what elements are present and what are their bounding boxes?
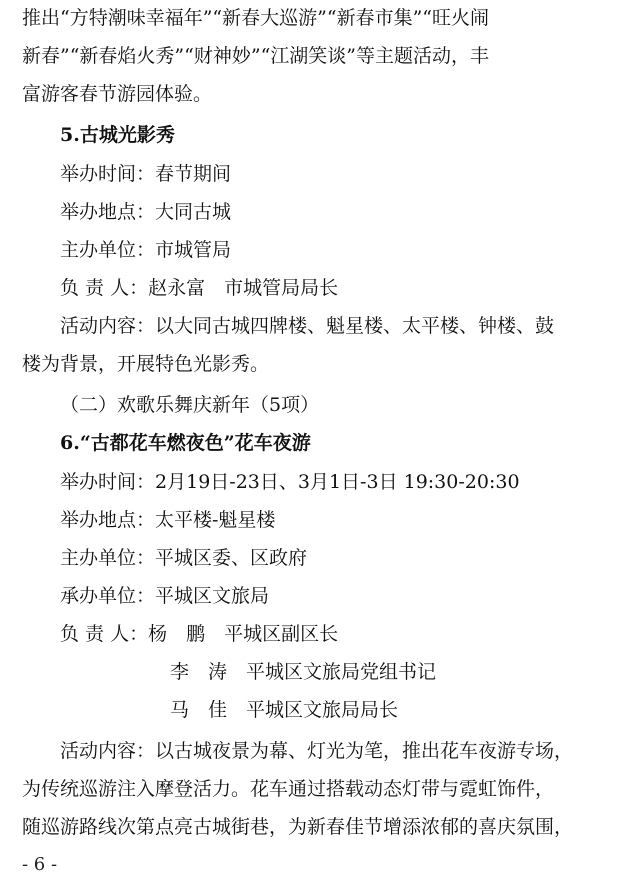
item5-time-value: 春节期间	[155, 163, 232, 185]
item5-host-row	[60, 232, 231, 269]
page-number: - 6 -	[22, 854, 58, 875]
item5-place-value: 大同古城	[155, 201, 232, 223]
item6-organizer-label: 承办单位：	[60, 585, 156, 607]
item5-responsible-row	[60, 270, 338, 307]
item6-time-label: 举办时间：	[60, 471, 156, 493]
item6-place-value: 太平楼-魁星楼	[155, 509, 276, 531]
item5-host-value: 市城管局	[155, 239, 232, 261]
item6-content-line-2: 为传统巡游注入摩登活力。花车通过搭载动态灯带与霓虹饰件，	[22, 778, 555, 800]
section-2-heading: （二）欢歌乐舞庆新年（5项）	[60, 394, 320, 416]
item5-content-line-1: 以大同古城四牌楼、魁星楼、太平楼、钟楼、鼓	[155, 315, 555, 337]
item6-responsible-label: 负 责 人：	[60, 623, 149, 645]
item6-organizer-value: 平城区文旅局	[155, 585, 270, 607]
item6-content-label: 活动内容：	[60, 740, 156, 762]
item5-time-row	[60, 156, 231, 193]
item6-content-line-3: 随巡游路线次第点亮古城街巷，为新春佳节增添浓郁的喜庆氛围，	[22, 816, 574, 838]
item5-content-line-2: 楼为背景，开展特色光影秀。	[22, 353, 270, 375]
item6-responsible-1: 杨 鹏 平城区副区长	[148, 623, 339, 645]
item6-host-value: 平城区委、区政府	[155, 547, 308, 569]
item6-responsible-2: 李 涛 平城区文旅局党组书记	[170, 661, 437, 683]
item6-time-value: 2月19日-23日、3月1日-3日 19:30-20:30	[155, 471, 520, 493]
item6-responsible-3: 马 佳 平城区文旅局局长	[170, 699, 399, 721]
item6-organizer-row	[60, 578, 269, 615]
item6-heading: 6.“古都花车燃夜色”花车夜游	[60, 432, 311, 454]
intro-line-2: 新春”“新春焰火秀”“财神妙”“江湖笑谈”等主题活动，丰	[22, 45, 489, 67]
item5-host-label: 主办单位：	[60, 239, 156, 261]
item6-place-row	[60, 502, 275, 539]
intro-line-3: 富游客春节游园体验。	[22, 83, 213, 105]
item6-time-row	[60, 464, 520, 501]
item5-responsible-value: 赵永富 市城管局局长	[148, 277, 339, 299]
item5-place-row	[60, 194, 231, 231]
item6-host-row	[60, 540, 307, 577]
item5-content-label: 活动内容：	[60, 315, 156, 337]
item6-content-row	[60, 733, 573, 770]
item6-place-label: 举办地点：	[60, 509, 156, 531]
item5-time-label: 举办时间：	[60, 163, 156, 185]
item6-responsible-row	[60, 616, 338, 653]
intro-line-1: 推出“方特潮味幸福年”“新春大巡游”“新春市集”“旺火闹	[22, 7, 489, 29]
item6-content-line-1: 以古城夜景为幕、灯光为笔，推出花车夜游专场，	[155, 740, 574, 762]
item5-responsible-label: 负 责 人：	[60, 277, 149, 299]
item5-place-label: 举办地点：	[60, 201, 156, 223]
item5-heading: 5.古城光影秀	[60, 124, 175, 146]
item6-host-label: 主办单位：	[60, 547, 156, 569]
item5-content-row	[60, 308, 554, 345]
